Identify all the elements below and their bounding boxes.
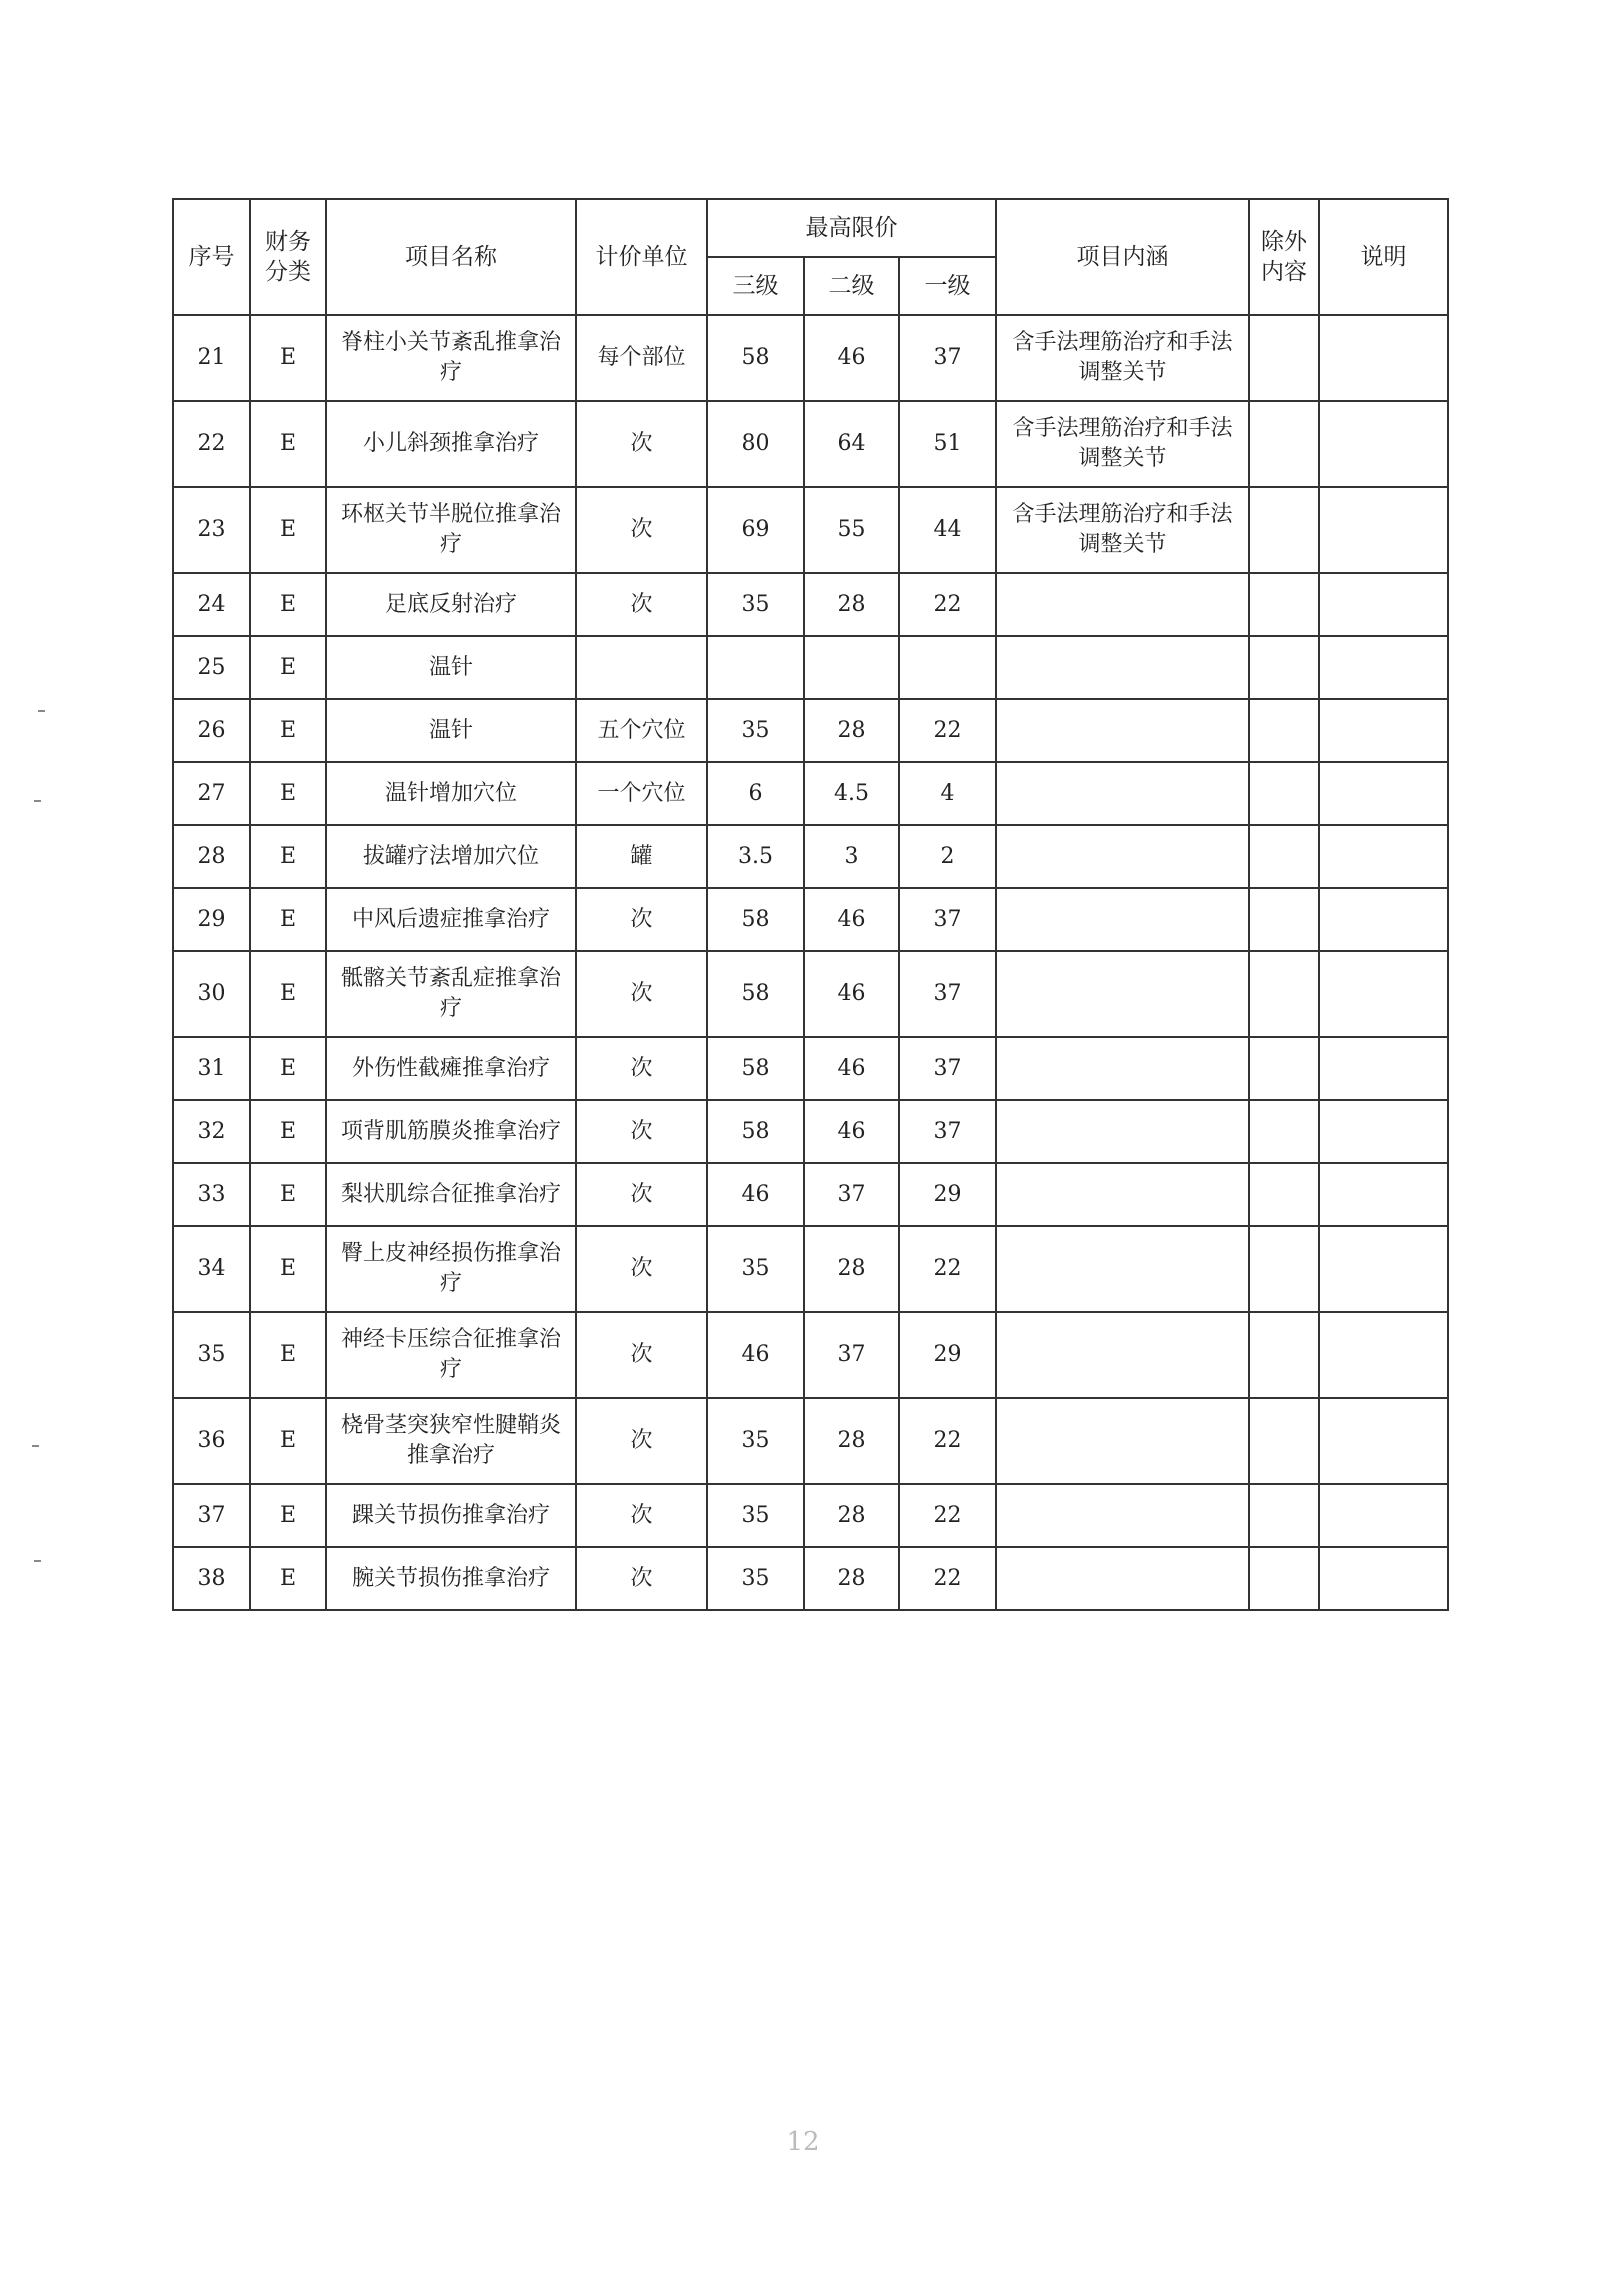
cell-price-level-2: 4.5 [804, 762, 899, 825]
cell-note [1319, 1100, 1448, 1163]
cell-price-level-1: 2 [899, 825, 996, 888]
cell-item-name: 腕关节损伤推拿治疗 [326, 1547, 576, 1610]
table-row [173, 1547, 1448, 1610]
cell-price-level-1: 51 [899, 401, 996, 487]
cell-price-level-2: 28 [804, 1226, 899, 1312]
cell-seq: 23 [173, 487, 250, 573]
cell-note [1319, 1484, 1448, 1547]
cell-excluded-content [1249, 1226, 1319, 1312]
cell-price-level-2: 28 [804, 1398, 899, 1484]
cell-seq: 21 [173, 315, 250, 401]
table-row [173, 1100, 1448, 1163]
cell-item-name: 拔罐疗法增加穴位 [326, 825, 576, 888]
cell-price-level-3: 35 [707, 1226, 804, 1312]
cell-item-content [996, 1163, 1249, 1226]
cell-finance-category: E [250, 762, 326, 825]
cell-note [1319, 1398, 1448, 1484]
cell-price-level-2: 55 [804, 487, 899, 573]
cell-pricing-unit [576, 636, 707, 699]
header-level-1: 一级 [899, 257, 996, 315]
cell-finance-category: E [250, 1163, 326, 1226]
table-row [173, 1226, 1448, 1312]
cell-price-level-1: 22 [899, 573, 996, 636]
cell-excluded-content [1249, 636, 1319, 699]
cell-note [1319, 699, 1448, 762]
cell-price-level-1: 22 [899, 1547, 996, 1610]
cell-price-level-2: 28 [804, 573, 899, 636]
cell-finance-category: E [250, 1398, 326, 1484]
cell-excluded-content [1249, 1100, 1319, 1163]
cell-item-content [996, 699, 1249, 762]
cell-item-content [996, 1226, 1249, 1312]
cell-item-content [996, 1398, 1249, 1484]
cell-seq: 30 [173, 951, 250, 1037]
cell-finance-category: E [250, 573, 326, 636]
cell-price-level-2: 37 [804, 1312, 899, 1398]
cell-price-level-2: 28 [804, 1547, 899, 1610]
cell-excluded-content [1249, 1398, 1319, 1484]
cell-finance-category: E [250, 1037, 326, 1100]
header-seq: 序号 [173, 199, 250, 315]
cell-finance-category: E [250, 699, 326, 762]
cell-price-level-3: 35 [707, 1484, 804, 1547]
cell-price-level-3 [707, 636, 804, 699]
scan-speck [34, 800, 41, 802]
header-max-price: 最高限价 [707, 199, 996, 257]
cell-item-content [996, 636, 1249, 699]
scan-speck [38, 710, 45, 712]
cell-price-level-3: 6 [707, 762, 804, 825]
cell-excluded-content [1249, 1037, 1319, 1100]
cell-note [1319, 825, 1448, 888]
cell-item-name: 踝关节损伤推拿治疗 [326, 1484, 576, 1547]
cell-item-name: 温针增加穴位 [326, 762, 576, 825]
cell-price-level-1: 4 [899, 762, 996, 825]
scan-speck [32, 1445, 39, 1447]
cell-finance-category: E [250, 1312, 326, 1398]
cell-excluded-content [1249, 401, 1319, 487]
cell-note [1319, 401, 1448, 487]
cell-pricing-unit: 次 [576, 1484, 707, 1547]
cell-seq: 37 [173, 1484, 250, 1547]
header-excluded-content: 除外内容 [1249, 199, 1319, 315]
cell-excluded-content [1249, 1312, 1319, 1398]
cell-price-level-3: 3.5 [707, 825, 804, 888]
cell-item-content [996, 825, 1249, 888]
cell-pricing-unit: 次 [576, 1037, 707, 1100]
cell-price-level-2: 28 [804, 1484, 899, 1547]
header-item-content: 项目内涵 [996, 199, 1249, 315]
cell-item-name: 温针 [326, 636, 576, 699]
cell-excluded-content [1249, 1163, 1319, 1226]
cell-pricing-unit: 次 [576, 1226, 707, 1312]
cell-price-level-3: 58 [707, 888, 804, 951]
cell-pricing-unit: 五个穴位 [576, 699, 707, 762]
cell-item-name: 骶髂关节紊乱症推拿治疗 [326, 951, 576, 1037]
cell-price-level-1: 22 [899, 1226, 996, 1312]
cell-price-level-3: 58 [707, 1100, 804, 1163]
cell-note [1319, 1312, 1448, 1398]
cell-note [1319, 315, 1448, 401]
cell-finance-category: E [250, 401, 326, 487]
cell-pricing-unit: 次 [576, 573, 707, 636]
cell-price-level-1: 37 [899, 315, 996, 401]
cell-price-level-1: 37 [899, 1100, 996, 1163]
cell-note [1319, 487, 1448, 573]
cell-price-level-2: 46 [804, 888, 899, 951]
cell-pricing-unit: 次 [576, 1100, 707, 1163]
cell-price-level-3: 46 [707, 1163, 804, 1226]
cell-price-level-1: 29 [899, 1163, 996, 1226]
table-row [173, 762, 1448, 825]
cell-item-content: 含手法理筋治疗和手法调整关节 [996, 401, 1249, 487]
table-row [173, 1484, 1448, 1547]
header-level-3: 三级 [707, 257, 804, 315]
cell-price-level-3: 35 [707, 1547, 804, 1610]
cell-item-name: 项背肌筋膜炎推拿治疗 [326, 1100, 576, 1163]
cell-note [1319, 888, 1448, 951]
cell-item-name: 外伤性截瘫推拿治疗 [326, 1037, 576, 1100]
cell-pricing-unit: 每个部位 [576, 315, 707, 401]
cell-pricing-unit: 罐 [576, 825, 707, 888]
cell-note [1319, 951, 1448, 1037]
cell-price-level-3: 35 [707, 699, 804, 762]
cell-price-level-3: 58 [707, 315, 804, 401]
cell-item-name: 梨状肌综合征推拿治疗 [326, 1163, 576, 1226]
cell-price-level-1: 37 [899, 1037, 996, 1100]
cell-excluded-content [1249, 699, 1319, 762]
cell-seq: 34 [173, 1226, 250, 1312]
cell-seq: 24 [173, 573, 250, 636]
table-row [173, 487, 1448, 573]
cell-price-level-1: 44 [899, 487, 996, 573]
cell-note [1319, 1163, 1448, 1226]
cell-seq: 38 [173, 1547, 250, 1610]
page-number: 12 [786, 2127, 820, 2157]
cell-item-content [996, 951, 1249, 1037]
cell-pricing-unit: 次 [576, 1547, 707, 1610]
cell-excluded-content [1249, 315, 1319, 401]
table-row [173, 825, 1448, 888]
cell-seq: 29 [173, 888, 250, 951]
cell-seq: 33 [173, 1163, 250, 1226]
cell-finance-category: E [250, 1547, 326, 1610]
table-row [173, 401, 1448, 487]
cell-seq: 28 [173, 825, 250, 888]
cell-price-level-2: 28 [804, 699, 899, 762]
cell-price-level-2: 46 [804, 315, 899, 401]
cell-excluded-content [1249, 951, 1319, 1037]
cell-price-level-1 [899, 636, 996, 699]
cell-item-content [996, 1484, 1249, 1547]
cell-item-name: 神经卡压综合征推拿治疗 [326, 1312, 576, 1398]
cell-item-content: 含手法理筋治疗和手法调整关节 [996, 315, 1249, 401]
cell-excluded-content [1249, 825, 1319, 888]
cell-pricing-unit: 次 [576, 487, 707, 573]
table-row [173, 1163, 1448, 1226]
table-row [173, 573, 1448, 636]
cell-price-level-2: 3 [804, 825, 899, 888]
cell-seq: 35 [173, 1312, 250, 1398]
cell-pricing-unit: 次 [576, 951, 707, 1037]
cell-item-name: 足底反射治疗 [326, 573, 576, 636]
cell-seq: 25 [173, 636, 250, 699]
cell-price-level-2: 46 [804, 1100, 899, 1163]
table-row [173, 315, 1448, 401]
table-row [173, 1312, 1448, 1398]
header-note: 说明 [1319, 199, 1448, 315]
price-table [172, 198, 1449, 1611]
cell-pricing-unit: 次 [576, 1312, 707, 1398]
cell-item-content [996, 762, 1249, 825]
cell-price-level-1: 22 [899, 1398, 996, 1484]
cell-note [1319, 1037, 1448, 1100]
cell-item-name: 臀上皮神经损伤推拿治疗 [326, 1226, 576, 1312]
cell-pricing-unit: 次 [576, 1163, 707, 1226]
cell-seq: 27 [173, 762, 250, 825]
cell-item-name: 温针 [326, 699, 576, 762]
cell-price-level-3: 69 [707, 487, 804, 573]
cell-pricing-unit: 一个穴位 [576, 762, 707, 825]
cell-price-level-1: 29 [899, 1312, 996, 1398]
cell-excluded-content [1249, 762, 1319, 825]
cell-seq: 36 [173, 1398, 250, 1484]
cell-price-level-3: 58 [707, 951, 804, 1037]
header-item-name: 项目名称 [326, 199, 576, 315]
cell-finance-category: E [250, 636, 326, 699]
table-row [173, 1037, 1448, 1100]
cell-price-level-2: 37 [804, 1163, 899, 1226]
cell-excluded-content [1249, 1547, 1319, 1610]
table-row [173, 636, 1448, 699]
cell-price-level-3: 35 [707, 1398, 804, 1484]
cell-excluded-content [1249, 573, 1319, 636]
cell-pricing-unit: 次 [576, 1398, 707, 1484]
cell-item-content [996, 888, 1249, 951]
cell-pricing-unit: 次 [576, 888, 707, 951]
cell-price-level-2 [804, 636, 899, 699]
cell-seq: 32 [173, 1100, 250, 1163]
cell-finance-category: E [250, 825, 326, 888]
cell-item-content [996, 1312, 1249, 1398]
cell-finance-category: E [250, 487, 326, 573]
cell-price-level-1: 37 [899, 888, 996, 951]
cell-price-level-3: 80 [707, 401, 804, 487]
cell-price-level-1: 37 [899, 951, 996, 1037]
cell-pricing-unit: 次 [576, 401, 707, 487]
cell-price-level-1: 22 [899, 1484, 996, 1547]
cell-price-level-3: 35 [707, 573, 804, 636]
cell-item-content: 含手法理筋治疗和手法调整关节 [996, 487, 1249, 573]
cell-item-content [996, 1037, 1249, 1100]
cell-item-name: 桡骨茎突狭窄性腱鞘炎推拿治疗 [326, 1398, 576, 1484]
cell-seq: 31 [173, 1037, 250, 1100]
header-level-2: 二级 [804, 257, 899, 315]
table-row [173, 951, 1448, 1037]
cell-item-content [996, 573, 1249, 636]
cell-finance-category: E [250, 951, 326, 1037]
table-body [173, 315, 1448, 1610]
cell-price-level-3: 46 [707, 1312, 804, 1398]
cell-seq: 26 [173, 699, 250, 762]
cell-note [1319, 1226, 1448, 1312]
cell-item-content [996, 1547, 1249, 1610]
cell-finance-category: E [250, 1226, 326, 1312]
cell-note [1319, 636, 1448, 699]
cell-note [1319, 573, 1448, 636]
cell-note [1319, 1547, 1448, 1610]
cell-excluded-content [1249, 888, 1319, 951]
cell-item-name: 小儿斜颈推拿治疗 [326, 401, 576, 487]
cell-excluded-content [1249, 1484, 1319, 1547]
cell-item-name: 环枢关节半脱位推拿治疗 [326, 487, 576, 573]
cell-price-level-2: 64 [804, 401, 899, 487]
cell-price-level-2: 46 [804, 951, 899, 1037]
cell-price-level-1: 22 [899, 699, 996, 762]
table-row [173, 888, 1448, 951]
cell-finance-category: E [250, 888, 326, 951]
cell-item-content [996, 1100, 1249, 1163]
cell-item-name: 中风后遗症推拿治疗 [326, 888, 576, 951]
cell-price-level-2: 46 [804, 1037, 899, 1100]
table-row [173, 1398, 1448, 1484]
cell-price-level-3: 58 [707, 1037, 804, 1100]
cell-finance-category: E [250, 1484, 326, 1547]
cell-excluded-content [1249, 487, 1319, 573]
header-pricing-unit: 计价单位 [576, 199, 707, 315]
cell-finance-category: E [250, 1100, 326, 1163]
cell-item-name: 脊柱小关节紊乱推拿治疗 [326, 315, 576, 401]
header-finance-category: 财务分类 [250, 199, 326, 315]
scan-speck [34, 1560, 41, 1562]
cell-finance-category: E [250, 315, 326, 401]
cell-seq: 22 [173, 401, 250, 487]
table-row [173, 699, 1448, 762]
cell-note [1319, 762, 1448, 825]
